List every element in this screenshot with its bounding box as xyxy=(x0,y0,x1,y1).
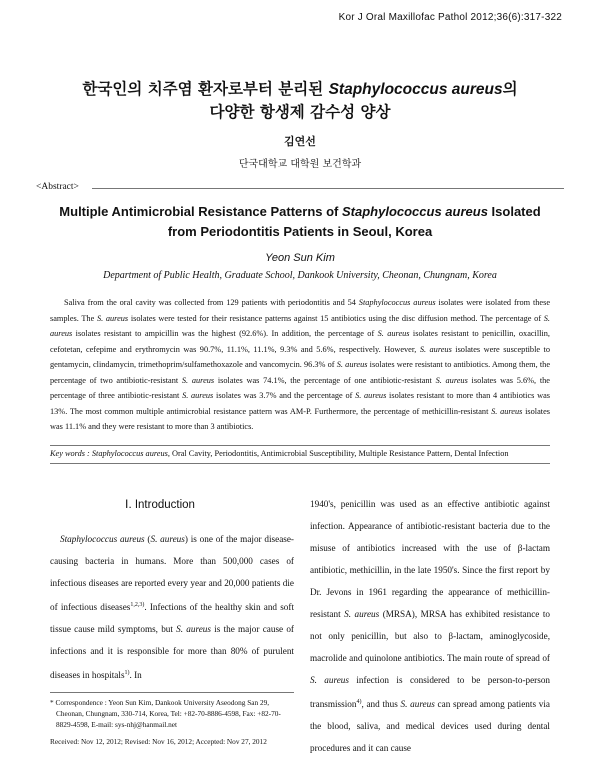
korean-title-line1: 한국인의 치주염 환자로부터 분리된 Staphylococcus aureus의 xyxy=(82,80,518,98)
english-title-line2: from Periodontitis Patients in Seoul, Korea xyxy=(167,224,433,239)
section-heading-introduction: Ⅰ. Introduction xyxy=(125,499,195,511)
journal-citation: Kor J Oral Maxillofac Pathol 2012;36(6):317-322 xyxy=(338,12,562,23)
korean-title xyxy=(0,78,600,124)
abstract-body: Saliva from the oral cavity was collected from 129 patients with periodontitis and 54 Staphylococcus aureus isolates were isolated from these samples. The S. aureus isolates were tested for their resistance patterns against 15 antibiotics using the disc diffusion method. The percentage of S. aureus isolates resistant to ampicillin was the highest (92.6%). In addition, the percentage of S. aureus isolates resistant to penicillin, oxacillin, cefotetan, cefepime and erythromycin was 90.7%, 11.1%, 11.1%, 9.3% and 5.6%, respectively. However, S. aureus isolates were susceptible to gentamycin, clindamycin, trimethoprim/sulfamethoxazole and vancomycin. 96.3% of S. aureus isolates were resistant to antibiotics. Among them, the percentage of two antibiotic-resistant S. aureus isolates was 74.1%, the percentage of one antibiotic-resistant S. aureus isolates was 5.6%, the percentage of three antibiotic-resistant S. aureus isolates was 3.7% and the percentage of S. aureus isolates resistant to more than 4 antibiotics was 13%. The most common multiple antimicrobial resistance pattern was AM-P. Furthermore, the percentage of methicillin-resistant S. aureus isolates was 11.1% and they were resistant to more than 3 antibiotics. xyxy=(50,298,551,431)
english-title-line1: Multiple Antimicrobial Resistance Patterns of Staphylococcus aureus Isolated xyxy=(59,204,541,219)
divider xyxy=(50,445,550,446)
right-column-text: 1940's, penicillin was used as an effective antibiotic against infection. Appearance of antibiotic-resistant bacteria due to the misuse of antibiotics increased with the use of β-lactam antibiotic, methicillin, in the late 1950's. Since the first report by Dr. Jevons in 1961 regarding the appearance of methicillin-resistant S. aureus (MRSA), MRSA has exhibited resistance to not only penicillin, but also to β-lactam, aminoglycoside, macrolide and quinolone antibiotics. The main route of spread of S. aureus infection is considered to be person-to-person transmission$^{4)}$, and thus S. aureus can spread among patients via the blood, saliva, and medical devices used during dental procedures and it can cause xyxy=(310,499,551,754)
footnote xyxy=(50,697,294,747)
divider xyxy=(92,188,564,189)
korean-affiliation: 단국대학교 대학원 보건학과 xyxy=(238,159,362,170)
abstract-label: <Abstract> xyxy=(36,182,79,192)
divider xyxy=(50,463,550,464)
korean-author: 김연선 xyxy=(284,135,316,148)
footnote-divider xyxy=(50,692,294,693)
left-column-text: Staphylococcus aureus (S. aureus) is one of the major disease-causing bacteria in humans. More than 500,000 cases of infectious diseases are reported every year and 20,000 patients die of infectious diseases$^{1,2,3)}$. Infections of the healthy skin and soft tissue cause mild symptoms, but S. aureus is the major cause of infections and it is responsible for more than 80% of purulent diseases in hospitals$^{1)}$. In xyxy=(50,534,294,681)
english-affiliation: Department of Public Health, Graduate School, Dankook University, Cheonan, Chungnam, Korea xyxy=(103,270,497,281)
korean-title-line2: 다양한 항생제 감수성 양상 xyxy=(209,103,391,121)
english-title xyxy=(0,202,600,242)
received-dates: Received: Nov 12, 2012; Revised: Nov 16, 2012; Accepted: Nov 27, 2012 xyxy=(50,737,267,746)
keywords: Key words : Staphylococcus aureus, Oral Cavity, Periodontitis, Antimicrobial Susceptibility, Multiple Resistance Pattern, Dental Infection xyxy=(50,449,509,458)
correspondence-note: * Correspondence : Yeon Sun Kim, Dankook University Aseodong San 29, Cheonan, Chungnam, 330-714, Korea, Tel: +82-70-8886-4598, Fax: +82-70-8829-4598, E-mail: sys-nhj@hanmail.net xyxy=(50,698,281,729)
english-author: Yeon Sun Kim xyxy=(265,252,335,264)
